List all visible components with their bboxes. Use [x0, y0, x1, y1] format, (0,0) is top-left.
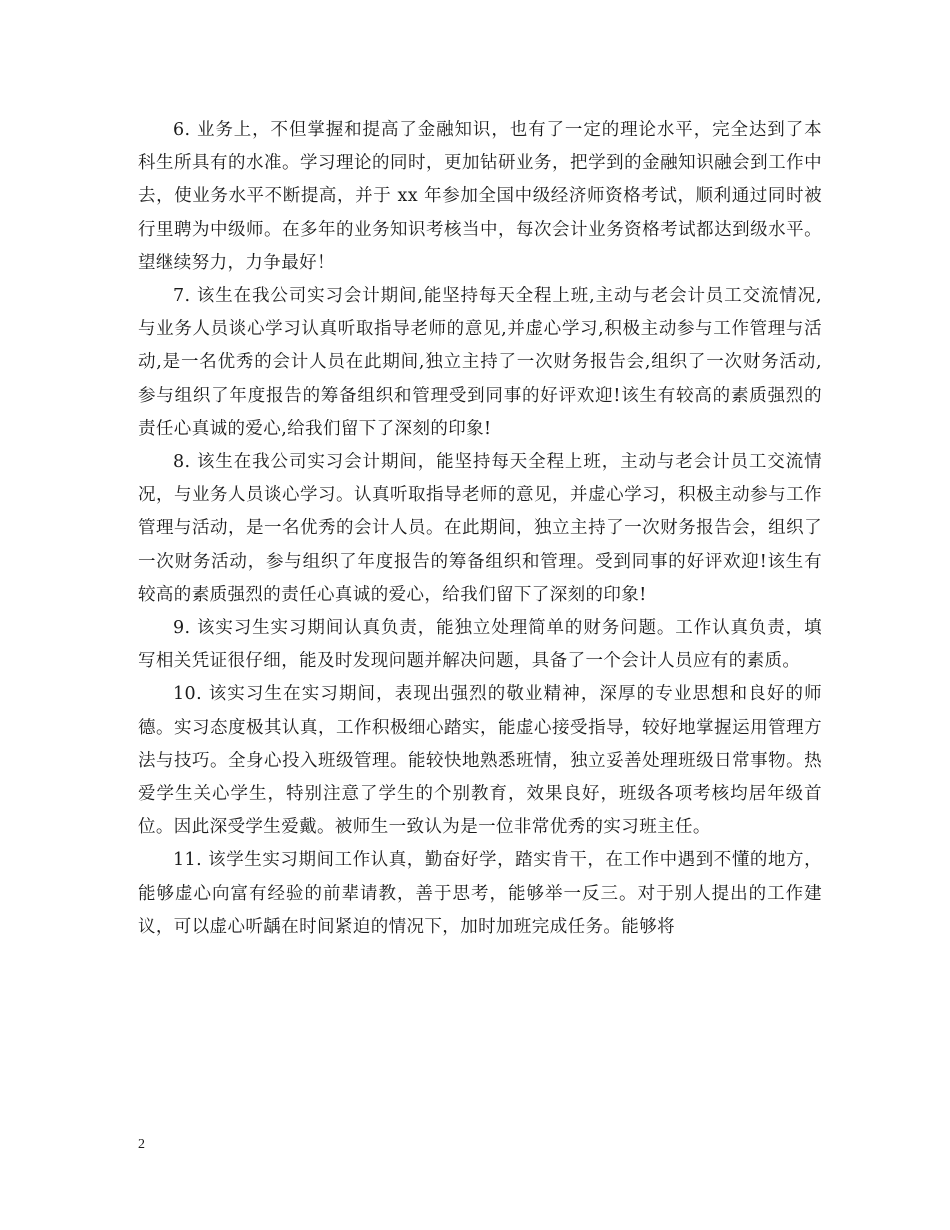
paragraph-7: 7. 该生在我公司实习会计期间,能坚持每天全程上班,主动与老会计员工交流情况,与业务人员谈心学习认真听取指导老师的意见,并虚心学习,积极主动参与工作管理与活动,是一名优秀的会计人员在此期间,独立主持了一次财务报告会,组织了一次财务活动,参与组织了年度报告的筹备组织和管理受到同事的好评欢迎!该生有较高的素质强烈的责任心真诚的爱心,给我们留下了深刻的印象! — [138, 286, 822, 439]
document-body — [138, 114, 822, 944]
paragraph-8: 8. 该生在我公司实习会计期间，能坚持每天全程上班，主动与老会计员工交流情况，与业务人员谈心学习。认真听取指导老师的意见，并虚心学习，积极主动参与工作管理与活动，是一名优秀的会计人员。在此期间，独立主持了一次财务报告会，组织了一次财务活动，参与组织了年度报告的筹备组织和管理。受到同事的好评欢迎!该生有较高的素质强烈的责任心真诚的爱心，给我们留下了深刻的印象! — [138, 452, 822, 605]
paragraph-9: 9. 该实习生实习期间认真负责，能独立处理简单的财务问题。工作认真负责，填写相关凭证很仔细，能及时发现问题并解决问题，具备了一个会计人员应有的素质。 — [138, 618, 822, 672]
page-number: 2 — [138, 1137, 145, 1152]
paragraph-6: 6. 业务上，不但掌握和提高了金融知识，也有了一定的理论水平，完全达到了本科生所具有的水准。学习理论的同时，更加钻研业务，把学到的金融知识融会到工作中去，使业务水平不断提高，并于 xx 年参加全国中级经济师资格考试，顺利通过同时被行里聘为中级师。在多年的业务知识考核当中，每次会计业务资格考试都达到级水平。望继续努力，力争最好！ — [138, 120, 822, 273]
paragraph-10: 10. 该实习生在实习期间，表现出强烈的敬业精神，深厚的专业思想和良好的师德。实习态度极其认真，工作积极细心踏实，能虚心接受指导，较好地掌握运用管理方法与技巧。全身心投入班级管理。能较快地熟悉班情，独立妥善处理班级日常事物。热爱学生关心学生，特别注意了学生的个别教育，效果良好，班级各项考核均居年级首位。因此深受学生爱戴。被师生一致认为是一位非常优秀的实习班主任。 — [138, 684, 822, 838]
paragraph-11: 11. 该学生实习期间工作认真，勤奋好学，踏实肯干，在工作中遇到不懂的地方，能够虚心向富有经验的前辈请教，善于思考，能够举一反三。对于别人提出的工作建议，可以虚心听龋在时间紧迫的情况下，加时加班完成任务。能够将 — [138, 850, 822, 937]
